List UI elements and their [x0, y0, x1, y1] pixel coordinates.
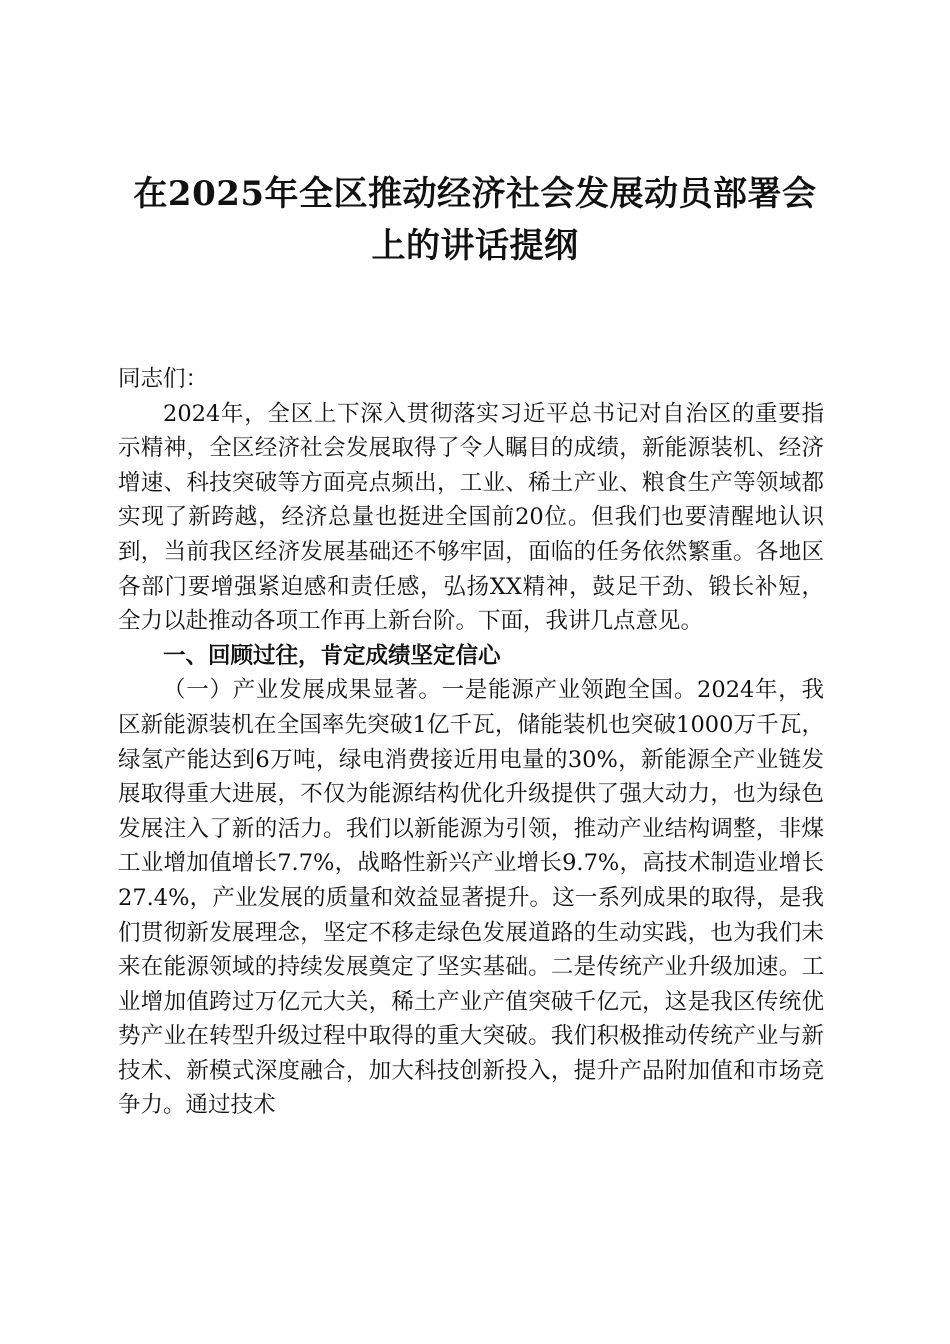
salutation: 同志们：	[118, 366, 209, 392]
document-title-line-2: 上的讲话提纲	[371, 226, 579, 266]
section-1-heading: 一、回顾过往，肯定成绩坚定信心	[163, 642, 501, 669]
document-body	[118, 362, 824, 1123]
subsection-1-text: 一是能源产业领跑全国。2024年，我区新能源装机在全国率先突破1亿千瓦，储能装机也突破1000万千瓦，绿氢产能达到6万吨，绿电消费接近用电量的30%，新能源全产业链发展取得重大进展，不仅为能源结构优化升级提供了强大动力，也为绿色发展注入了新的活力。我们以新能源为引领，推动产业结构调整，非煤工业增加值增长7.7%，战略性新兴产业增长9.7%，高技术制造业增长27.4%，产业发展的质量和效益显著提升。这一系列成果的取得，是我们贯彻新发展理念，坚定不移走绿色发展道路的生动实践，也为我们未来在能源领域的持续发展奠定了坚实基础。二是传统产业升级加速。工业增加值跨过万亿元大关，稀土产业产值突破千亿元，这是我区传统优势产业在转型升级过程中取得的重大突破。我们积极推动传统产业与新技术、新模式深度融合，加大科技创新投入，提升产品附加值和市场竞争力。通过技术	[118, 677, 824, 1119]
document-title	[100, 168, 850, 272]
subsection-1-paragraph	[118, 673, 824, 1123]
intro-paragraph: 2024年，全区上下深入贯彻落实习近平总书记对自治区的重要指示精神，全区经济社会发展取得了令人瞩目的成绩，新能源装机、经济增速、科技突破等方面亮点频出，工业、稀土产业、粮食生产等领域都实现了新跨越，经济总量也挺进全国前20位。但我们也要清醒地认识到，当前我区经济发展基础还不够牢固，面临的任务依然繁重。各地区各部门要增强紧迫感和责任感，弘扬XX精神，鼓足干劲、锻长补短，全力以赴推动各项工作再上新台阶。下面，我讲几点意见。	[118, 400, 824, 635]
subsection-1-heading: （一）产业发展成果显著。	[163, 677, 442, 704]
document-title-line-1: 在2025年全区推动经济社会发展动员部署会	[133, 174, 817, 214]
